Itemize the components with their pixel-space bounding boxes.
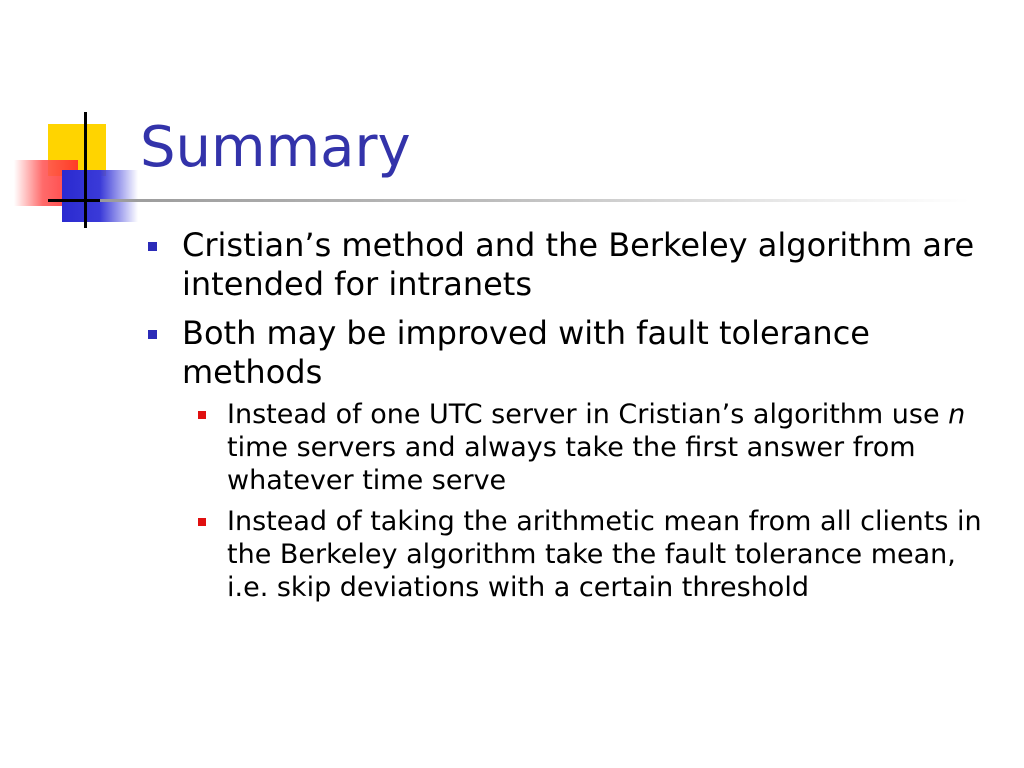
bullet-item	[182, 314, 992, 392]
sub-bullet-text-start: Instead of one UTC server in Cristian’s algorithm use	[227, 399, 949, 430]
sub-bullet-square-icon	[198, 518, 206, 526]
title-underline	[100, 199, 970, 202]
bullet-square-icon	[148, 242, 157, 251]
bullet-text: Cristian’s method and the Berkeley algorithm are intended for intranets	[182, 226, 975, 303]
sub-bullet-italic-n: n	[948, 399, 966, 430]
sub-bullet-text: Instead of taking the arithmetic mean from all clients in the Berkeley algorithm take the fault tolerance mean, i.e. skip deviations with a certain threshold	[227, 506, 982, 603]
blue-square	[62, 170, 138, 222]
sub-bullet-item	[227, 505, 997, 604]
bullet-text: Both may be improved with fault tolerance methods	[182, 314, 870, 391]
sub-bullet-square-icon	[198, 411, 206, 419]
slide-title: Summary	[140, 115, 411, 180]
corner-logo	[0, 0, 150, 240]
bullet-item	[182, 226, 992, 304]
sub-bullet-text-end: time servers and always take the first answer from whatever time serve	[227, 432, 916, 496]
bullet-square-icon	[148, 330, 157, 339]
vertical-line	[84, 112, 87, 228]
sub-bullet-item	[227, 398, 997, 497]
